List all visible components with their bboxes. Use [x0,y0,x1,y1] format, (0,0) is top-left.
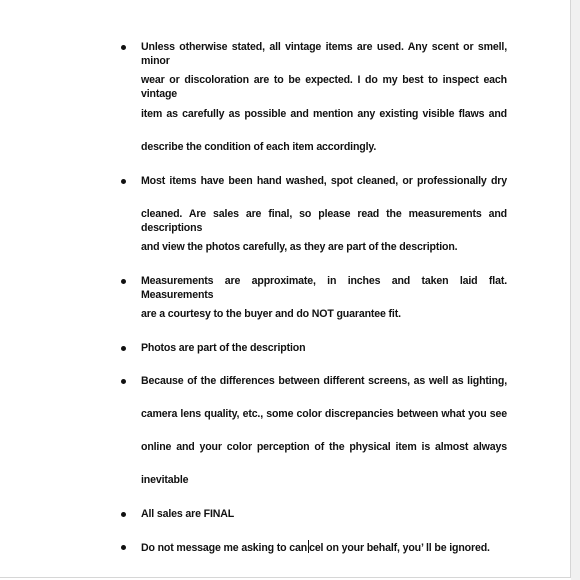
text-line[interactable] [141,540,490,554]
text-line: Most items have been hand washed, spot cleaned, or professionally dry [141,175,507,187]
text-line: item as carefully as possible and mention any existing visible flaws and [141,108,507,120]
text-line: inevitable [141,474,189,486]
text-line: camera lens quality, etc., some color discrepancies between what you see [141,408,507,420]
text-after-caret: cel on your behalf, you’ ll be ignored. [309,542,490,554]
text-line: online and your color perception of the physical item is almost always [141,441,507,453]
bullet-icon [121,179,126,184]
text-line: All sales are FINAL [141,508,235,520]
bullet-icon [121,279,126,284]
text-line: wear or discoloration are to be expected. I do my best to inspect each vintage [141,74,507,100]
page-edge-shadow [571,0,580,580]
text-line: Photos are part of the description [141,342,306,354]
text-line: are a courtesy to the buyer and do NOT guarantee fit. [141,308,401,320]
bullet-icon [121,545,126,550]
bullet-icon [121,45,126,50]
text-line: Measurements are approximate, in inches and taken laid flat. Measurements [141,275,507,301]
bullet-icon [121,512,126,517]
text-line: cleaned. Are sales are final, so please read the measurements and descriptions [141,208,507,234]
text-line: Unless otherwise stated, all vintage items are used. Any scent or smell, minor [141,41,507,67]
bullet-icon [121,346,126,351]
text-line: and view the photos carefully, as they are part of the description. [141,241,458,253]
text-before-caret: Do not message me asking to can [141,542,308,554]
bullet-icon [121,379,126,384]
text-line: Because of the differences between different screens, as well as lighting, [141,375,507,387]
text-line: describe the condition of each item accordingly. [141,141,377,153]
